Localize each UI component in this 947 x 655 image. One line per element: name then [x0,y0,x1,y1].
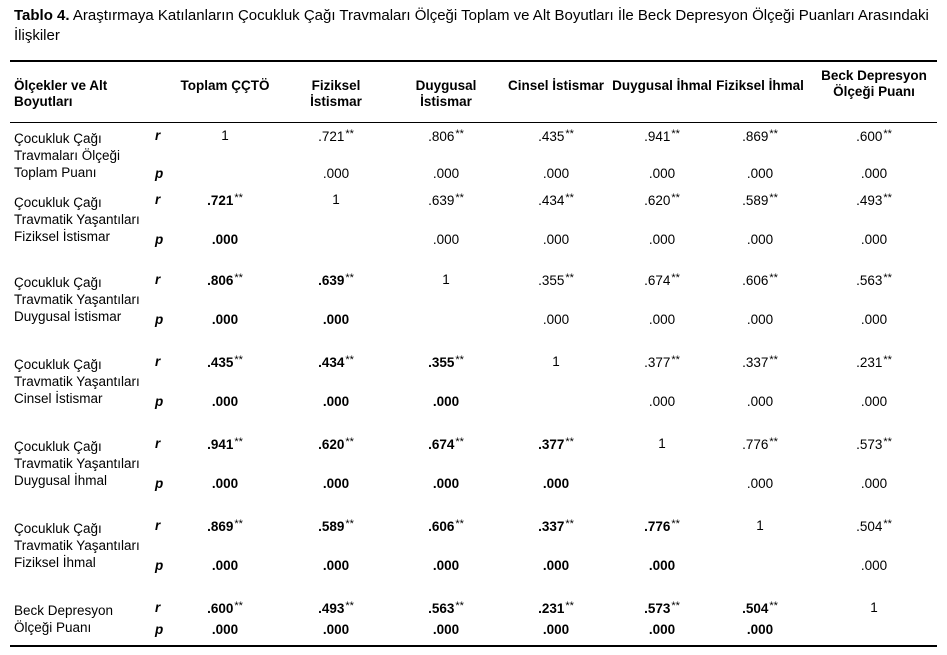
r-value-cell: .869** [207,518,243,534]
r-value-cell: .355** [428,354,464,370]
p-value-cell: .000 [746,232,774,247]
significance-mark: ** [345,354,354,366]
p-value-cell: .000 [432,394,460,409]
stat-r-label: r [155,128,161,143]
r-value-cell: .434** [318,354,354,370]
p-value-cell: .000 [211,312,239,327]
r-value-cell: .606** [428,518,464,534]
r-value-cell: .377** [644,354,680,370]
p-value-cell: .000 [432,476,460,491]
significance-mark: ** [769,354,778,366]
r-value-cell: .355** [538,272,574,288]
r-value-cell: .377** [538,436,574,452]
significance-mark: ** [671,272,680,284]
stat-r-label: r [155,600,161,615]
p-value-cell: .000 [860,232,888,247]
significance-mark: ** [671,192,680,204]
p-value-cell: .000 [432,232,460,247]
significance-mark: ** [234,436,243,448]
r-value-cell: .606** [742,272,778,288]
r-value-cell: .600** [207,600,243,616]
significance-mark: ** [455,518,464,530]
stat-r-label: r [155,436,161,451]
r-value-cell: .941** [207,436,243,452]
r-value-cell: .674** [644,272,680,288]
r-value-cell: .776** [742,436,778,452]
significance-mark: ** [234,272,243,284]
significance-mark: ** [769,272,778,284]
r-value-cell: .573** [644,600,680,616]
p-value-cell: .000 [211,232,239,247]
r-value-cell: .721** [207,192,243,208]
significance-mark: ** [455,436,464,448]
significance-mark: ** [234,192,243,204]
stat-p-label: p [155,394,164,409]
p-value-cell: .000 [211,476,239,491]
p-value-cell: .000 [746,312,774,327]
column-header: Fiziksel İhmal [716,78,804,93]
significance-mark: ** [345,518,354,530]
r-value-cell: .869** [742,128,778,144]
significance-mark: ** [883,128,892,140]
r-value-cell: .806** [428,128,464,144]
significance-mark: ** [671,128,680,140]
r-value-cell: .337** [742,354,778,370]
stat-p-label: p [155,558,164,573]
caption-label: Tablo 4. [14,7,70,24]
p-value-cell: .000 [860,166,888,181]
p-value-cell: .000 [860,558,888,573]
p-value-cell: .000 [542,166,570,181]
p-value-cell: .000 [211,622,239,637]
r-value-cell: .563** [428,600,464,616]
column-header: Fiziksel İstismar [310,78,362,109]
stat-p-label: p [155,232,164,247]
r-value-cell: 1 [442,272,450,287]
p-value-cell: .000 [648,166,676,181]
stat-p-label: p [155,166,164,181]
r-value-cell: .493** [856,192,892,208]
r-value-cell: .620** [644,192,680,208]
stat-r-label: r [155,192,161,207]
header-first: Ölçekler ve Alt Boyutları [14,78,108,109]
significance-mark: ** [345,600,354,612]
stat-p-label: p [155,312,164,327]
significance-mark: ** [565,436,574,448]
p-value-cell: .000 [542,558,570,573]
caption-text: Araştırmaya Katılanların Çocukluk Çağı Travmaları Ölçeği Toplam ve Alt Boyutları İle Beck Depresyon Ölçeği Puanları Arasındaki İlişkiler [14,7,929,44]
significance-mark: ** [455,192,464,204]
stat-r-label: r [155,518,161,533]
row-label: Çocukluk Çağı Travmatik Yaşantıları Fiziksel İhmal [14,521,140,570]
column-header: Duygusal İstismar [415,78,477,109]
p-value-cell: .000 [860,394,888,409]
significance-mark: ** [345,272,354,284]
p-value-cell: .000 [648,558,676,573]
row-label: Çocukluk Çağı Travmatik Yaşantıları Duygusal İhmal [14,439,140,488]
r-value-cell: .435** [538,128,574,144]
p-value-cell: .000 [322,166,350,181]
bottom-rule [10,645,937,647]
row-label: Beck Depresyon Ölçeği Puanı [14,603,114,635]
r-value-cell: .493** [318,600,354,616]
p-value-cell: .000 [432,622,460,637]
significance-mark: ** [769,600,778,612]
header-rule [10,122,937,123]
column-header: Toplam ÇÇTÖ [180,78,270,93]
significance-mark: ** [234,518,243,530]
p-value-cell: .000 [648,232,676,247]
p-value-cell: .000 [211,558,239,573]
stat-r-label: r [155,354,161,369]
row-label: Çocukluk Çağı Travmatik Yaşantıları Cinsel İstismar [14,357,140,406]
stat-p-label: p [155,622,164,637]
r-value-cell: .941** [644,128,680,144]
p-value-cell: .000 [648,312,676,327]
p-value-cell: .000 [432,558,460,573]
p-value-cell: .000 [211,394,239,409]
significance-mark: ** [455,128,464,140]
significance-mark: ** [769,192,778,204]
significance-mark: ** [883,436,892,448]
p-value-cell: .000 [746,166,774,181]
significance-mark: ** [234,600,243,612]
r-value-cell: .674** [428,436,464,452]
r-value-cell: .620** [318,436,354,452]
p-value-cell: .000 [432,166,460,181]
r-value-cell: .573** [856,436,892,452]
p-value-cell: .000 [542,232,570,247]
stat-r-label: r [155,272,161,287]
r-value-cell: 1 [870,600,878,615]
row-label: Çocukluk Çağı Travmaları Ölçeği Toplam Puanı [14,131,121,180]
stat-p-label: p [155,476,164,491]
r-value-cell: .504** [856,518,892,534]
significance-mark: ** [671,600,680,612]
p-value-cell: .000 [746,394,774,409]
p-value-cell: .000 [322,622,350,637]
r-value-cell: .563** [856,272,892,288]
significance-mark: ** [883,518,892,530]
significance-mark: ** [883,354,892,366]
r-value-cell: .337** [538,518,574,534]
p-value-cell: .000 [860,312,888,327]
r-value-cell: .434** [538,192,574,208]
r-value-cell: .435** [207,354,243,370]
r-value-cell: .639** [428,192,464,208]
r-value-cell: 1 [756,518,764,533]
significance-mark: ** [883,192,892,204]
column-header: Cinsel İstismar [507,78,605,93]
p-value-cell: .000 [860,476,888,491]
r-value-cell: 1 [658,436,666,451]
r-value-cell: .589** [318,518,354,534]
significance-mark: ** [345,436,354,448]
r-value-cell: 1 [221,128,229,143]
p-value-cell: .000 [542,476,570,491]
significance-mark: ** [565,600,574,612]
p-value-cell: .000 [648,394,676,409]
row-label: Çocukluk Çağı Travmatik Yaşantıları Duygusal İstismar [14,275,140,324]
p-value-cell: .000 [322,476,350,491]
r-value-cell: .776** [644,518,680,534]
p-value-cell: .000 [746,476,774,491]
p-value-cell: .000 [542,312,570,327]
p-value-cell: .000 [322,312,350,327]
p-value-cell: .000 [542,622,570,637]
r-value-cell: .721** [318,128,354,144]
significance-mark: ** [565,128,574,140]
r-value-cell: .600** [856,128,892,144]
significance-mark: ** [565,518,574,530]
r-value-cell: 1 [332,192,340,207]
p-value-cell: .000 [746,622,774,637]
r-value-cell: .806** [207,272,243,288]
column-header: Beck Depresyon Ölçeği Puanı [821,68,927,99]
significance-mark: ** [671,354,680,366]
r-value-cell: 1 [552,354,560,369]
r-value-cell: .639** [318,272,354,288]
significance-mark: ** [234,354,243,366]
significance-mark: ** [565,192,574,204]
p-value-cell: .000 [322,394,350,409]
significance-mark: ** [883,272,892,284]
row-label: Çocukluk Çağı Travmatik Yaşantıları Fiziksel İstismar [14,195,140,244]
significance-mark: ** [769,436,778,448]
significance-mark: ** [671,518,680,530]
significance-mark: ** [455,354,464,366]
significance-mark: ** [345,128,354,140]
p-value-cell: .000 [322,558,350,573]
r-value-cell: .231** [538,600,574,616]
r-value-cell: .231** [856,354,892,370]
significance-mark: ** [455,600,464,612]
significance-mark: ** [565,272,574,284]
r-value-cell: .504** [742,600,778,616]
r-value-cell: .589** [742,192,778,208]
significance-mark: ** [769,128,778,140]
top-rule [10,60,937,62]
table-caption [14,6,934,46]
column-header: Duygusal İhmal [612,78,712,93]
p-value-cell: .000 [648,622,676,637]
